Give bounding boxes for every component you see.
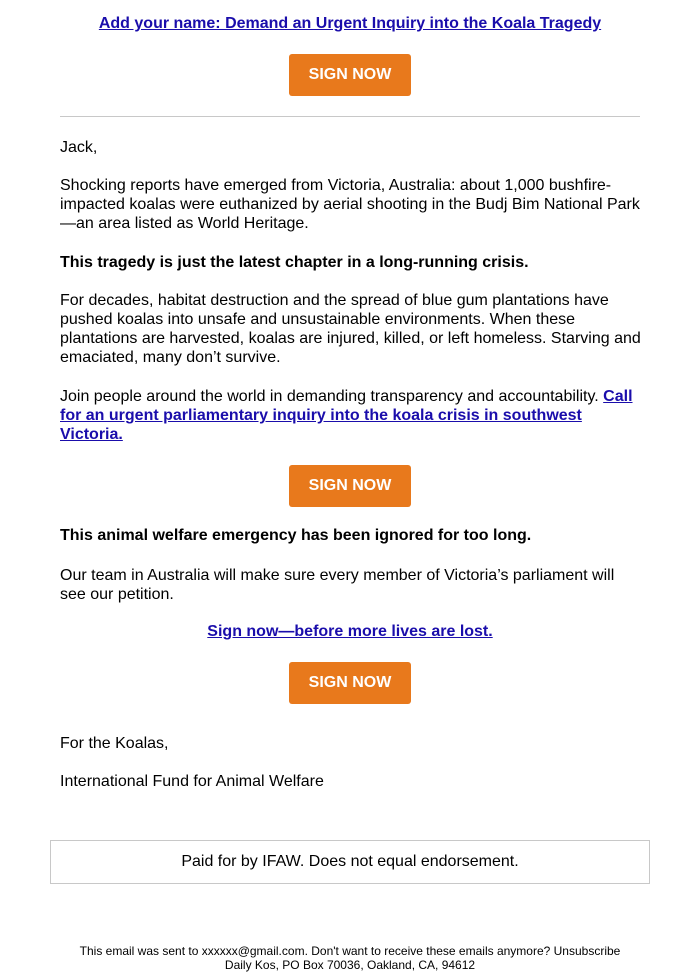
sign-now-button[interactable]: SIGN NOW <box>289 465 411 507</box>
inquiry-link[interactable]: Call for an urgent parliamentary inquiry into the koala crisis in southwest Victoria. <box>60 388 633 443</box>
signature: International Fund for Animal Welfare <box>60 773 324 790</box>
intro-paragraph: Shocking reports have emerged from Victoria, Australia: about 1,000 bushfire-impacted koalas were euthanized by aerial shooting in the Budj Bim National Park—an area listed as World Heritage. <box>60 177 640 232</box>
unsubscribe-link[interactable]: Unsubscribe <box>553 944 621 958</box>
header-petition-link-wrap <box>0 14 700 34</box>
team-paragraph: Our team in Australia will make sure every member of Victoria’s parliament will see our petition. <box>60 567 615 603</box>
sign-now-link[interactable]: Sign now—before more lives are lost. <box>207 623 493 640</box>
footer-line-1 <box>0 944 700 958</box>
footer-address: Daily Kos, PO Box 70036, Oakland, CA, 94612 <box>224 958 476 972</box>
paid-for-disclaimer: Paid for by IFAW. Does not equal endorsement. <box>50 840 650 884</box>
call-to-action-paragraph <box>60 387 642 444</box>
sign-link-wrap <box>0 622 700 642</box>
emergency-heading: This animal welfare emergency has been ignored for too long. <box>60 527 532 544</box>
sign-now-button[interactable]: SIGN NOW <box>289 54 411 96</box>
sign-now-button[interactable]: SIGN NOW <box>289 662 411 704</box>
footer-recipient-text: This email was sent to xxxxxx@gmail.com. Don't want to receive these emails anymore? <box>79 944 554 958</box>
habitat-paragraph: For decades, habitat destruction and the spread of blue gum plantations have pushed koalas into unsafe and unsustainable environments. When these plantations are harvested, koalas are injured, killed, or left homeless. Starving and emaciated, many don’t survive. <box>60 292 641 366</box>
greeting: Jack, <box>60 139 98 156</box>
closing: For the Koalas, <box>60 735 169 752</box>
call-to-action-text: Join people around the world in demanding transparency and accountability. <box>60 388 604 405</box>
divider <box>60 116 640 117</box>
crisis-heading: This tragedy is just the latest chapter in a long-running crisis. <box>60 254 529 271</box>
petition-link[interactable]: Add your name: Demand an Urgent Inquiry into the Koala Tragedy <box>98 15 602 32</box>
